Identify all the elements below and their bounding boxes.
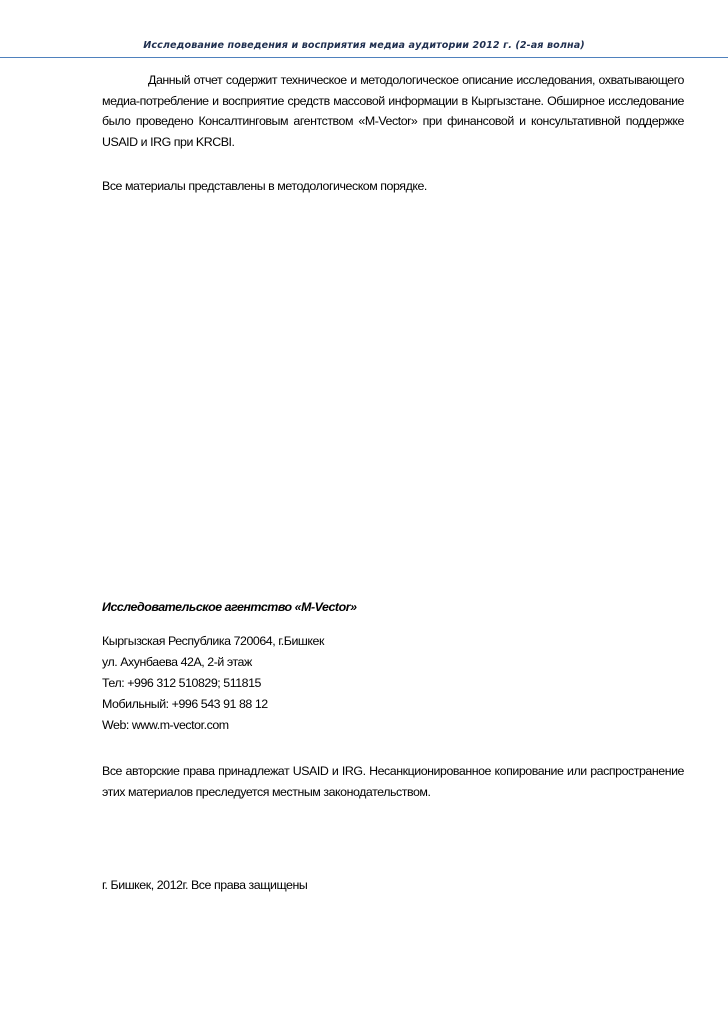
footer-rights: г. Бишкек, 2012г. Все права защищены [102, 878, 308, 892]
page-header-title: Исследование поведения и восприятия медиа аудитории 2012 г. (2-ая волна) [143, 40, 585, 51]
agency-name: Исследовательское агентство «M-Vector» [102, 600, 357, 614]
materials-paragraph: Все материалы представлены в методологическом порядке. [102, 179, 427, 193]
copyright-paragraph: Все авторские права принадлежат USAID и IRG. Несанкционированное копирование или распространение этих материалов преследуется местным законодательством. [102, 764, 684, 799]
agency-address: Кыргызская Республика 720064, г.Бишкек [102, 634, 324, 648]
agency-phone: Тел: +996 312 510829; 511815 [102, 676, 261, 690]
agency-mobile: Мобильный: +996 543 91 88 12 [102, 697, 268, 711]
agency-web: Web: www.m-vector.com [102, 718, 229, 732]
agency-street: ул. Ахунбаева 42А, 2-й этаж [102, 655, 252, 669]
header-divider [0, 57, 728, 58]
intro-paragraph: Данный отчет содержит техническое и методологическое описание исследования, охватывающего медиа-потребление и восприятие средств массовой информации в Кыргызстане. Обширное исследование было проведено Консалтинговым агентством «M-Vector» при финансовой и консультативной поддержке USAID и IRG при KRCBI. [102, 73, 684, 149]
agency-contacts [102, 631, 684, 736]
